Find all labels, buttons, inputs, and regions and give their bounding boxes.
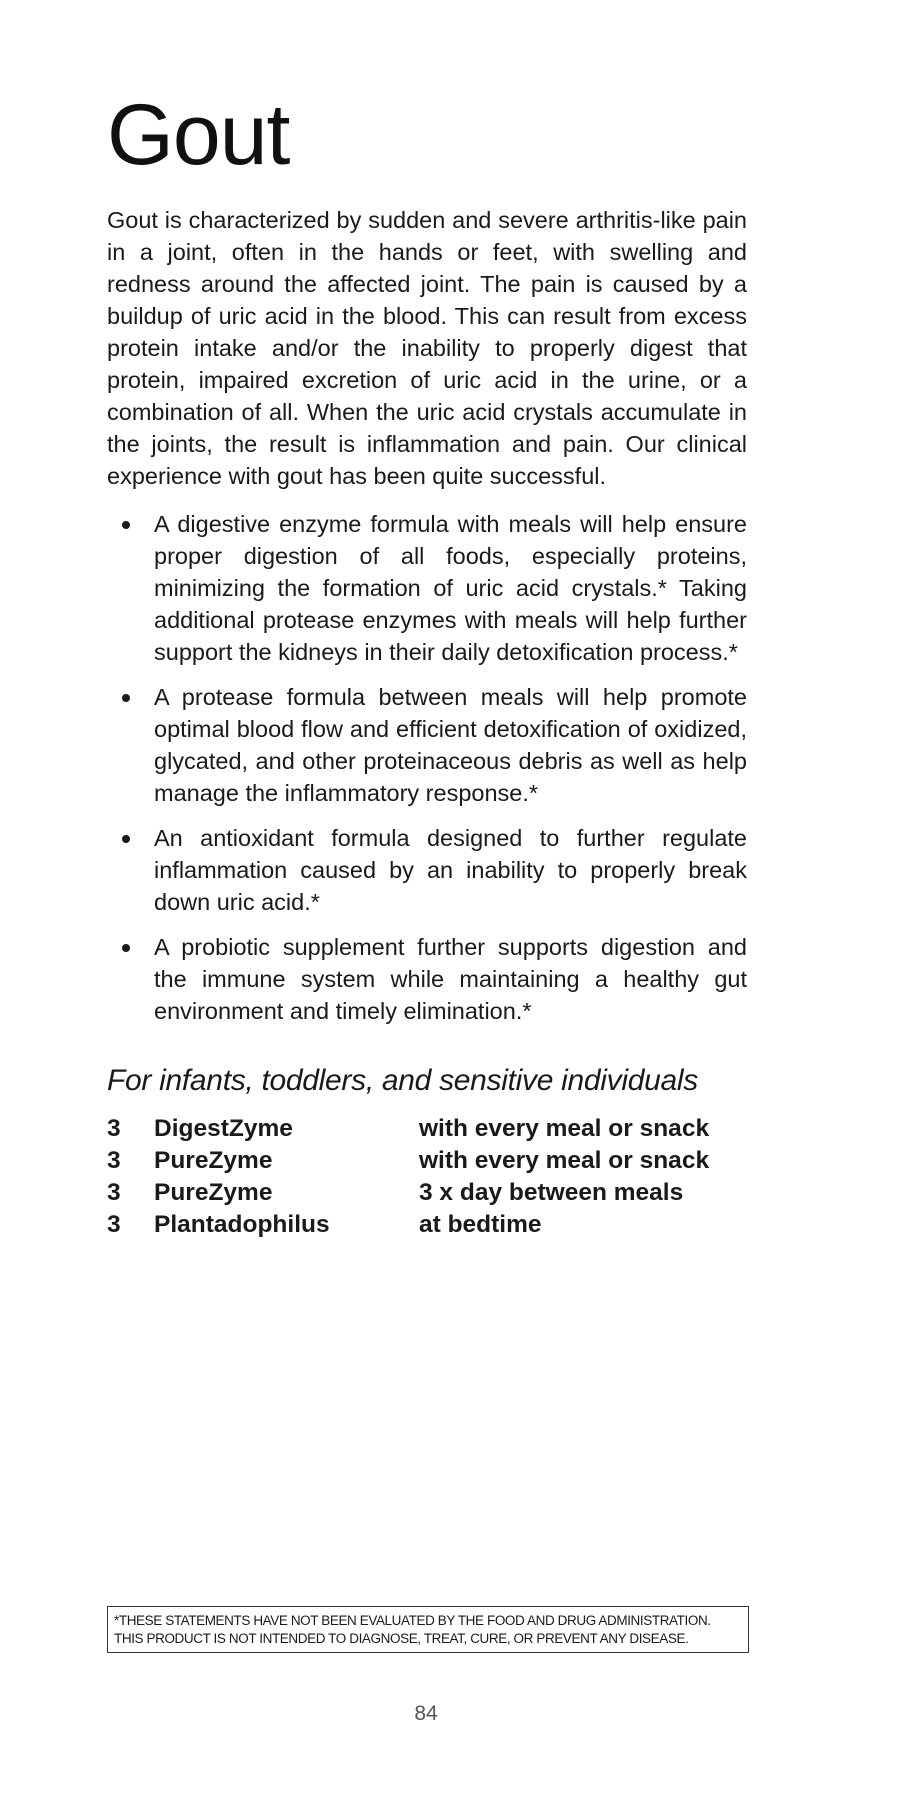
dosage-timing: with every meal or snack: [419, 1147, 710, 1174]
list-item: [107, 508, 747, 668]
dosage-timing: 3 x day between meals: [419, 1179, 684, 1206]
dosage-timing: with every meal or snack: [419, 1115, 710, 1142]
dosage-product: PureZyme: [154, 1147, 273, 1174]
dosage-table: [107, 1113, 747, 1241]
bullet-icon: [122, 944, 130, 952]
dosage-quantity: 3: [107, 1115, 121, 1142]
table-row: [107, 1145, 747, 1177]
bullet-icon: [122, 521, 130, 529]
list-item-text: A protease formula between meals will help promote optimal blood flow and efficient detoxification of oxidized, glycated, and other proteinaceous debris as well as help manage the inflammatory response.*: [154, 684, 747, 806]
list-item-text: A digestive enzyme formula with meals will help ensure proper digestion of all foods, especially proteins, minimizing the formation of uric acid crystals.* Taking additional protease enzymes with meals will help further support the kidneys in their daily detoxification process.*: [154, 511, 747, 665]
table-row: [107, 1209, 747, 1241]
bullet-icon: [122, 835, 130, 843]
list-item-text: An antioxidant formula designed to further regulate inflammation caused by an inability to properly break down uric acid.*: [154, 825, 747, 915]
dosage-product: DigestZyme: [154, 1115, 293, 1142]
intro-paragraph: Gout is characterized by sudden and severe arthritis-like pain in a joint, often in the hands or feet, with swelling and redness around the affected joint. The pain is caused by a buildup of uric acid in the blood. This can result from excess protein intake and/or the inability to properly digest that protein, impaired excretion of uric acid in the urine, or a combination of all. When the uric acid crystals accumulate in the joints, the result is inflammation and pain. Our clinical experience with gout has been quite successful.: [107, 207, 747, 489]
recommendation-list: [107, 508, 747, 1027]
dosage-quantity: 3: [107, 1211, 121, 1238]
table-row: [107, 1177, 747, 1209]
dosage-timing: at bedtime: [419, 1211, 542, 1238]
list-item: [107, 681, 747, 809]
page-content: [107, 87, 747, 1241]
list-item-text: A probiotic supplement further supports digestion and the immune system while maintaining a healthy gut environment and timely elimination.*: [154, 934, 747, 1024]
disclaimer-line: *THESE STATEMENTS HAVE NOT BEEN EVALUATED BY THE FOOD AND DRUG ADMINISTRATION.: [114, 1613, 711, 1628]
page-title: Gout: [107, 87, 290, 183]
dosage-product: PureZyme: [154, 1179, 273, 1206]
dosage-product: Plantadophilus: [154, 1211, 330, 1238]
dosage-quantity: 3: [107, 1147, 121, 1174]
fda-disclaimer-box: [107, 1606, 749, 1653]
bullet-icon: [122, 694, 130, 702]
dosage-quantity: 3: [107, 1179, 121, 1206]
table-row: [107, 1113, 747, 1145]
disclaimer-line: THIS PRODUCT IS NOT INTENDED TO DIAGNOSE, TREAT, CURE, OR PREVENT ANY DISEASE.: [114, 1631, 689, 1646]
page-number: 84: [414, 1702, 438, 1725]
list-item: [107, 822, 747, 918]
section-subheading: For infants, toddlers, and sensitive individuals: [107, 1064, 698, 1097]
list-item: [107, 931, 747, 1027]
